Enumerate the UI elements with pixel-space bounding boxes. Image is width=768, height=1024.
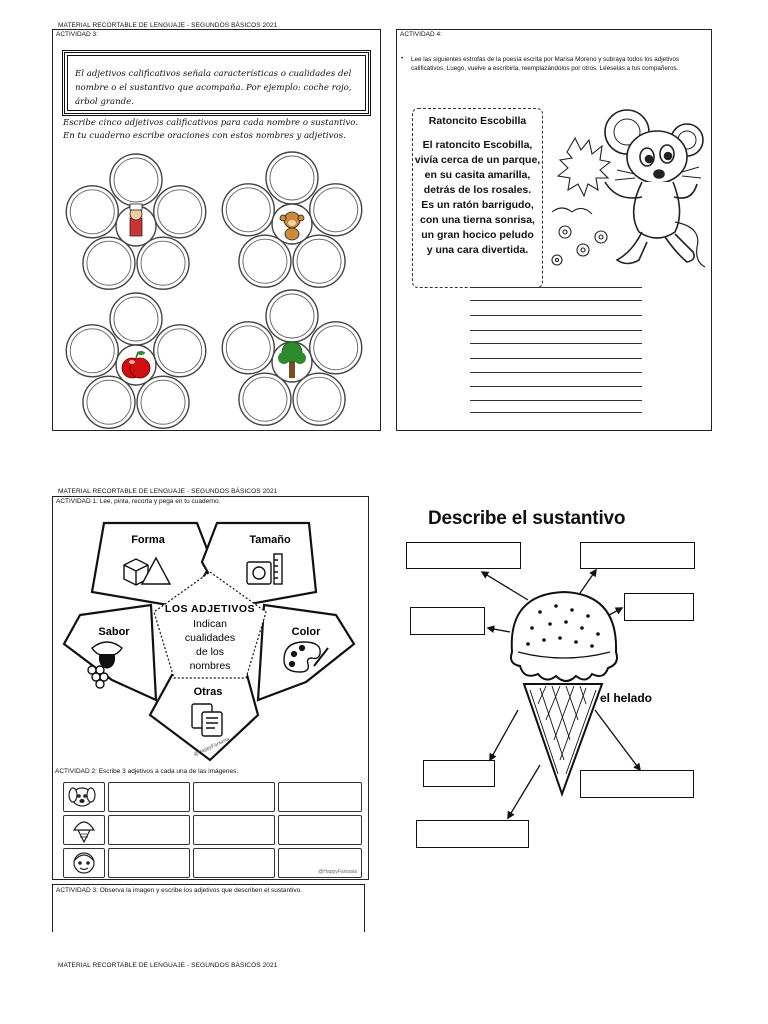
activity-3b-label: ACTIVIDAD 3: Observa la imagen y escribe los adjetivos que describen el sustantivo. <box>56 887 303 894</box>
writing-line[interactable] <box>470 315 642 316</box>
poem-line: con una tierna sonrisa, <box>420 214 535 226</box>
bullet-icon: • <box>401 55 404 62</box>
answer-cell[interactable] <box>193 782 275 812</box>
center-text-line: Indican <box>193 618 227 630</box>
describe-title: Describe el sustantivo <box>428 508 626 529</box>
poem-line: Es un ratón barrigudo, <box>421 199 534 211</box>
petal-inner-ring <box>270 294 314 338</box>
writing-line[interactable] <box>470 343 642 344</box>
activity-4-label: ACTIVIDAD 4: <box>400 31 442 38</box>
definition-text: El adjetivos calificativos señala características o cualidades del nombre o el sustantivo que acompaña. Por ejemplo: coche rojo, árbol grande. <box>75 69 352 107</box>
petal-inner-ring <box>141 241 185 285</box>
petal-inner-ring <box>314 326 358 370</box>
petal-inner-ring <box>158 190 202 234</box>
answer-cell[interactable] <box>278 782 362 812</box>
center-text-line: cualidades <box>184 632 236 644</box>
arrow <box>490 710 518 760</box>
adjectives-pentagon-diagram <box>52 510 369 765</box>
answer-cell[interactable] <box>193 815 275 845</box>
writing-line[interactable] <box>470 412 642 413</box>
petal-inner-ring <box>226 326 270 370</box>
answer-cell[interactable] <box>278 848 362 878</box>
petal-inner-ring <box>314 188 358 232</box>
poem-line: vivía cerca de un parque, <box>414 154 541 166</box>
cell-watermark: @HappyFantasia <box>318 869 357 875</box>
arrow <box>508 765 540 818</box>
page-footer: MATERIAL RECORTABLE DE LENGUAJE - SEGUNDOS BÁSICOS 2021 <box>58 962 278 969</box>
arrow <box>595 710 640 770</box>
petal-inner-ring <box>87 241 131 285</box>
dog-icon <box>64 783 104 811</box>
writing-line[interactable] <box>470 287 642 288</box>
center-text-line: nombres <box>189 660 231 672</box>
forma-label: Forma <box>131 534 165 546</box>
watermark-text: @HappyFantasia <box>192 736 231 758</box>
writing-line[interactable] <box>470 386 642 387</box>
ice-cream-illustration <box>400 560 720 840</box>
arrow <box>578 570 596 596</box>
poem-lines <box>413 138 542 258</box>
petal-inner-ring <box>270 156 314 200</box>
writing-line[interactable] <box>470 358 642 359</box>
writing-line[interactable] <box>470 400 642 401</box>
poem-line: un gran hocico peludo <box>421 229 534 241</box>
petal-inner-ring <box>158 329 202 373</box>
otras-label: Otras <box>193 686 223 698</box>
activity-2-label: ACTIVIDAD 2: Escribe 3 adjetivos a cada una de las imágenes. <box>55 768 239 775</box>
activity-4-frame <box>396 29 712 431</box>
petal-inner-ring <box>70 190 114 234</box>
petal-inner-ring <box>70 329 114 373</box>
instruction-line-1: Escribe cinco adjetivos calificativos para cada nombre o sustantivo. <box>63 118 359 128</box>
writing-line[interactable] <box>470 330 642 331</box>
page-header-top-left: MATERIAL RECORTABLE DE LENGUAJE - SEGUNDOS BÁSICOS 2021 <box>58 22 278 29</box>
petal-inner-ring <box>114 158 158 202</box>
poem-line: y una cara divertida. <box>426 244 529 256</box>
poem-line: detrás de los rosales. <box>423 184 532 196</box>
petal-inner-ring <box>297 239 341 283</box>
poem-box <box>412 108 543 288</box>
poem-line: en su casita amarilla, <box>424 169 531 181</box>
petal-inner-ring <box>243 239 287 283</box>
chef-icon <box>130 204 142 236</box>
instruction-line-2: En tu cuaderno escribe oraciones con estos nombres y adjetivos. <box>63 131 346 141</box>
image-cell-child <box>63 848 105 878</box>
petal-inner-ring <box>141 380 185 424</box>
petal-inner-ring <box>114 297 158 341</box>
image-cell-icecream <box>63 815 105 845</box>
poem-line: El ratoncito Escobilla, <box>422 139 533 151</box>
color-label: Color <box>291 626 321 638</box>
answer-cell[interactable] <box>108 815 190 845</box>
activity-4-instruction: Lee las siguientes estrofas de la poesía escrita por Marisa Moreno y subraya todos los adjetivos calificativos. Luego, vuelve a escribirla, reemplazándolos por otros. Léeselas a tus compañeros. <box>411 56 680 72</box>
noun-label: el helado <box>600 691 653 705</box>
petal-inner-ring <box>226 188 270 232</box>
writing-line[interactable] <box>470 300 642 301</box>
answer-cell[interactable] <box>193 848 275 878</box>
answer-cell[interactable] <box>108 782 190 812</box>
ice-cream-small-icon <box>64 816 104 844</box>
ice-cream-scoop <box>511 592 617 681</box>
activity-3b-frame <box>52 884 365 932</box>
activity-3-label: ACTIVIDAD 3: <box>56 31 98 38</box>
poem-title: Ratoncito Escobilla <box>428 115 527 127</box>
page-header-bottom-left: MATERIAL RECORTABLE DE LENGUAJE - SEGUNDOS BÁSICOS 2021 <box>58 488 278 495</box>
image-cell-dog <box>63 782 105 812</box>
answer-cell[interactable] <box>278 815 362 845</box>
definition-box <box>62 50 371 116</box>
center-title: LOS ADJETIVOS <box>164 603 256 615</box>
child-face-icon <box>64 849 104 877</box>
writing-line[interactable] <box>470 372 642 373</box>
answer-cell[interactable] <box>108 848 190 878</box>
petal-inner-ring <box>243 377 287 421</box>
sabor-label: Sabor <box>98 626 130 638</box>
arrow <box>488 628 510 632</box>
arrow <box>482 572 528 600</box>
petal-inner-ring <box>87 380 131 424</box>
mouse-illustration <box>547 102 707 277</box>
petal-inner-ring <box>297 377 341 421</box>
activity-1-label: ACTIVIDAD 1: Lee, pinta, recorta y pega en tu cuaderno. <box>56 498 221 505</box>
tamano-label: Tamaño <box>249 534 291 546</box>
ice-cream-cone <box>524 684 602 794</box>
flowers-svg <box>52 140 381 431</box>
center-text-line: de los <box>195 646 225 658</box>
